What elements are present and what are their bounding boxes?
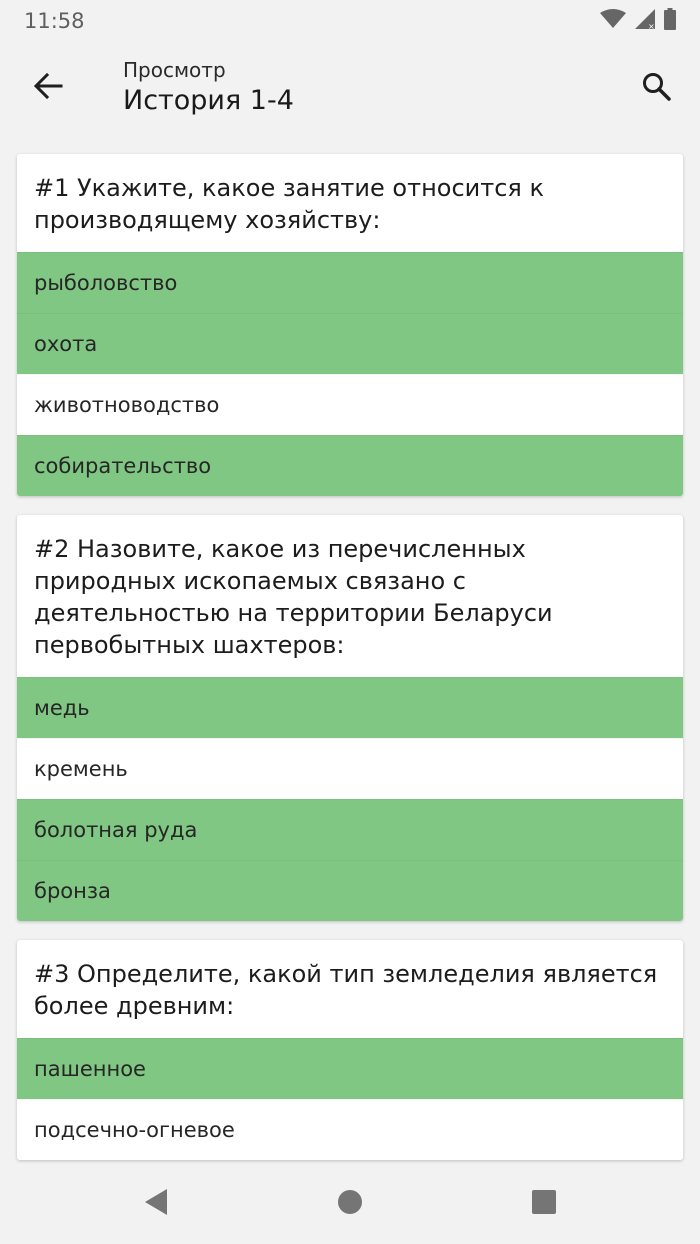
answer-option: болотная руда	[17, 799, 683, 860]
app-subtitle: Просмотр	[123, 58, 226, 82]
status-time: 11:58	[24, 9, 85, 33]
answer-option: животноводство	[17, 374, 683, 435]
home-circle-icon	[337, 1189, 363, 1219]
answer-option: бронза	[17, 860, 683, 921]
question-text: #1 Укажите, какое занятие относится к производящему хозяйству:	[34, 174, 544, 234]
answer-option: собирательство	[17, 435, 683, 496]
question-text: #2 Назовите, какое из перечисленных природных ископаемых связано с деятельностью на территории Беларуси первобытных шахтеров:	[34, 535, 553, 659]
app-titles	[123, 56, 294, 118]
app-bar	[0, 42, 700, 142]
signal-icon	[634, 8, 656, 34]
question-text: #3 Определите, какой тип земледелия является более древним:	[34, 960, 658, 1020]
answer-option: пашенное	[17, 1038, 683, 1099]
battery-icon	[664, 8, 676, 34]
wifi-icon	[600, 9, 626, 33]
back-triangle-icon	[143, 1188, 169, 1220]
status-icons	[600, 8, 676, 34]
questions-list	[17, 154, 683, 1179]
app-title: История 1-4	[123, 85, 294, 116]
question-card-1	[17, 154, 683, 496]
nav-recents-button[interactable]	[522, 1182, 566, 1226]
answer-option: кремень	[17, 738, 683, 799]
search-button[interactable]	[632, 64, 680, 112]
answer-option: рыболовство	[17, 252, 683, 313]
back-button[interactable]	[24, 64, 72, 112]
answer-option: охота	[17, 313, 683, 374]
nav-back-button[interactable]	[134, 1182, 178, 1226]
svg-text:×: ×	[648, 22, 655, 30]
recents-square-icon	[531, 1189, 557, 1219]
answer-option: медь	[17, 677, 683, 738]
search-icon	[641, 71, 671, 105]
system-nav-bar	[0, 1164, 700, 1244]
arrow-left-icon	[33, 73, 63, 103]
answer-option: подсечно-огневое	[17, 1099, 683, 1160]
status-bar	[0, 0, 700, 42]
question-card-3	[17, 940, 683, 1160]
nav-home-button[interactable]	[328, 1182, 372, 1226]
question-card-2	[17, 515, 683, 921]
